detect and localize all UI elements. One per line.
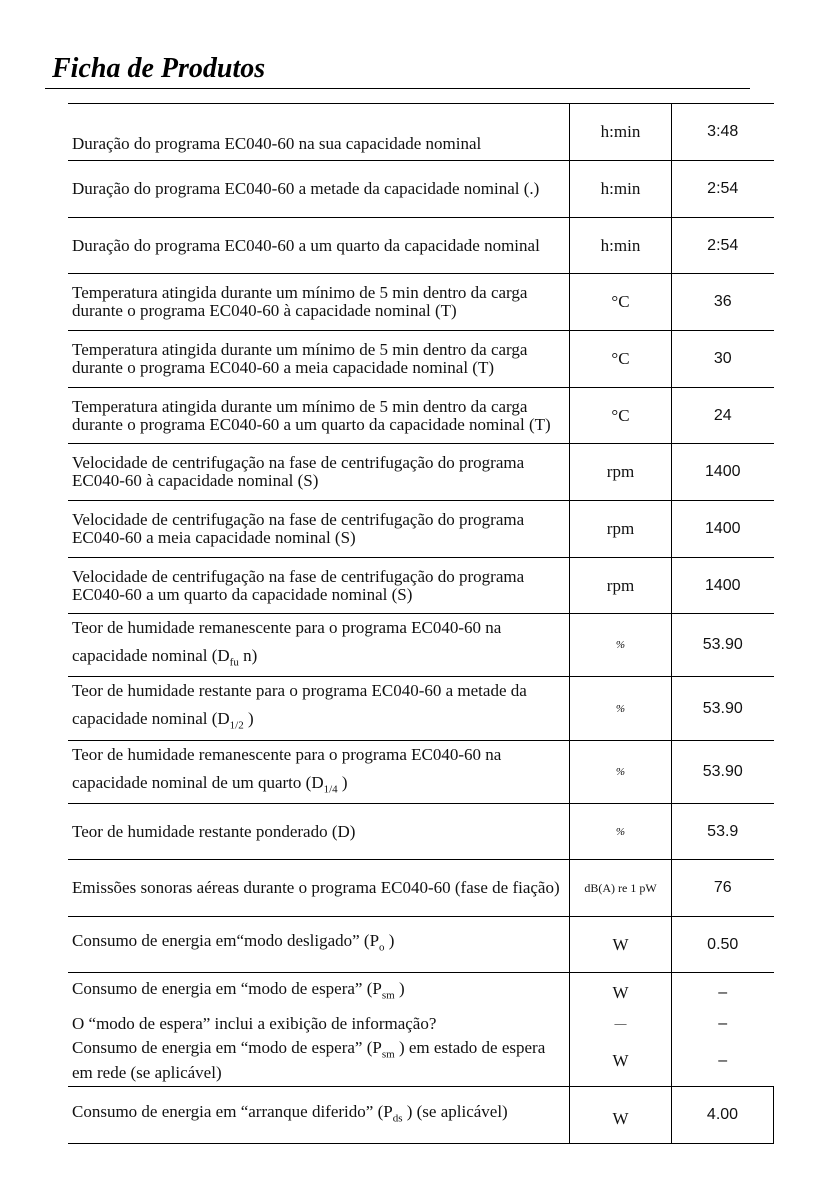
row-description: Emissões sonoras aéreas durante o programa EC040-60 (fase de fiação) [68, 860, 570, 917]
table-row [68, 104, 774, 161]
row-value: 1400 [672, 501, 774, 558]
row-unit: % [570, 740, 672, 803]
row-value: 53.90 [672, 677, 774, 740]
row-description: Consumo de energia em“modo desligado” ($P_o$ ) [68, 917, 570, 973]
row-unit: rpm [570, 444, 672, 501]
row-value: 3:48 [672, 104, 774, 161]
row-unit: °C [570, 388, 672, 444]
row-value: 4.00 [672, 1087, 774, 1144]
row-description: Consumo de energia em “arranque diferido” ($P_{ds}$ ) (se aplicável) [68, 1087, 570, 1144]
table-row [68, 677, 774, 740]
table-row [68, 274, 774, 331]
row-description: Temperatura atingida durante um mínimo de 5 min dentro da carga durante o programa EC040-60 à capacidade nominal (T) [68, 274, 570, 331]
row-description: Duração do programa EC040-60 na sua capacidade nominal [68, 104, 570, 161]
row-value: 2:54 [672, 161, 774, 218]
table-row [68, 860, 774, 917]
row-description: Duração do programa EC040-60 a um quarto da capacidade nominal [68, 218, 570, 274]
table-row [68, 614, 774, 677]
table-row [68, 558, 774, 614]
standby-units [570, 973, 672, 1087]
row-unit: rpm [570, 501, 672, 558]
table-row [68, 1087, 774, 1144]
table-row [68, 218, 774, 274]
row-value: 53.90 [672, 614, 774, 677]
standby-value-1: – [718, 983, 728, 1001]
row-description: Teor de humidade restante para o programa EC040-60 a metade da capacidade nominal ($D_{1/2}$ ) [68, 677, 570, 740]
row-unit: % [570, 804, 672, 860]
table-row [68, 804, 774, 860]
standby-value-2: – [718, 1014, 728, 1032]
row-description: Velocidade de centrifugação na fase de centrifugação do programa EC040-60 a meia capacidade nominal (S) [68, 501, 570, 558]
table-row [68, 388, 774, 444]
row-unit: °C [570, 274, 672, 331]
standby-values [672, 973, 774, 1087]
standby-unit-3: W [612, 1050, 629, 1070]
row-value: 53.90 [672, 740, 774, 803]
row-description: Duração do programa EC040-60 a metade da capacidade nominal (.) [68, 161, 570, 218]
row-description: Temperatura atingida durante um mínimo de 5 min dentro da carga durante o programa EC040-60 a um quarto da capacidade nominal (T) [68, 388, 570, 444]
page-title: Ficha de Produtos [52, 53, 266, 84]
row-unit: W [570, 917, 672, 973]
row-value: 53.9 [672, 804, 774, 860]
standby-desc-1: Consumo de energia em “modo de espera” ($P_{sm}$ ) [72, 979, 405, 1002]
row-unit: °C [570, 331, 672, 388]
standby-value-3: – [718, 1051, 728, 1069]
standby-unit-2: — [614, 1016, 627, 1031]
table-row [68, 444, 774, 501]
product-sheet-table [68, 103, 774, 1144]
row-value: 1400 [672, 444, 774, 501]
standby-row-group [68, 973, 774, 1087]
table-row [68, 740, 774, 803]
row-unit: % [570, 677, 672, 740]
row-value: 0.50 [672, 917, 774, 973]
standby-desc-3: Consumo de energia em “modo de espera” ($P_{sm}$ ) em estado de espera em rede (se aplicável) [72, 1038, 546, 1082]
row-description: Teor de humidade restante ponderado (D) [68, 804, 570, 860]
standby-descriptions [68, 973, 570, 1087]
row-description: Teor de humidade remanescente para o programa EC040-60 na capacidade nominal ($D_{fu}$ n) [68, 614, 570, 677]
row-description: Velocidade de centrifugação na fase de centrifugação do programa EC040-60 a um quarto da capacidade nominal (S) [68, 558, 570, 614]
row-unit: dB(A) re 1 pW [570, 860, 672, 917]
standby-unit-1: W [612, 982, 629, 1002]
title-divider [45, 88, 750, 89]
row-description: Temperatura atingida durante um mínimo de 5 min dentro da carga durante o programa EC040-60 a meia capacidade nominal (T) [68, 331, 570, 388]
row-unit: rpm [570, 558, 672, 614]
row-value: 2:54 [672, 218, 774, 274]
row-unit: W [570, 1087, 672, 1144]
table-row [68, 917, 774, 973]
row-value: 1400 [672, 558, 774, 614]
row-description: Teor de humidade remanescente para o programa EC040-60 na capacidade nominal de um quarto ($D_{1/4}$ ) [68, 740, 570, 803]
row-description: Velocidade de centrifugação na fase de centrifugação do programa EC040-60 à capacidade nominal (S) [68, 444, 570, 501]
standby-desc-2: O “modo de espera” inclui a exibição de informação? [72, 1013, 437, 1033]
row-value: 76 [672, 860, 774, 917]
row-unit: h:min [570, 161, 672, 218]
row-unit: h:min [570, 104, 672, 161]
table-row [68, 501, 774, 558]
row-value: 24 [672, 388, 774, 444]
row-unit: h:min [570, 218, 672, 274]
table-row [68, 331, 774, 388]
row-value: 36 [672, 274, 774, 331]
row-unit: % [570, 614, 672, 677]
table-row [68, 161, 774, 218]
row-value: 30 [672, 331, 774, 388]
